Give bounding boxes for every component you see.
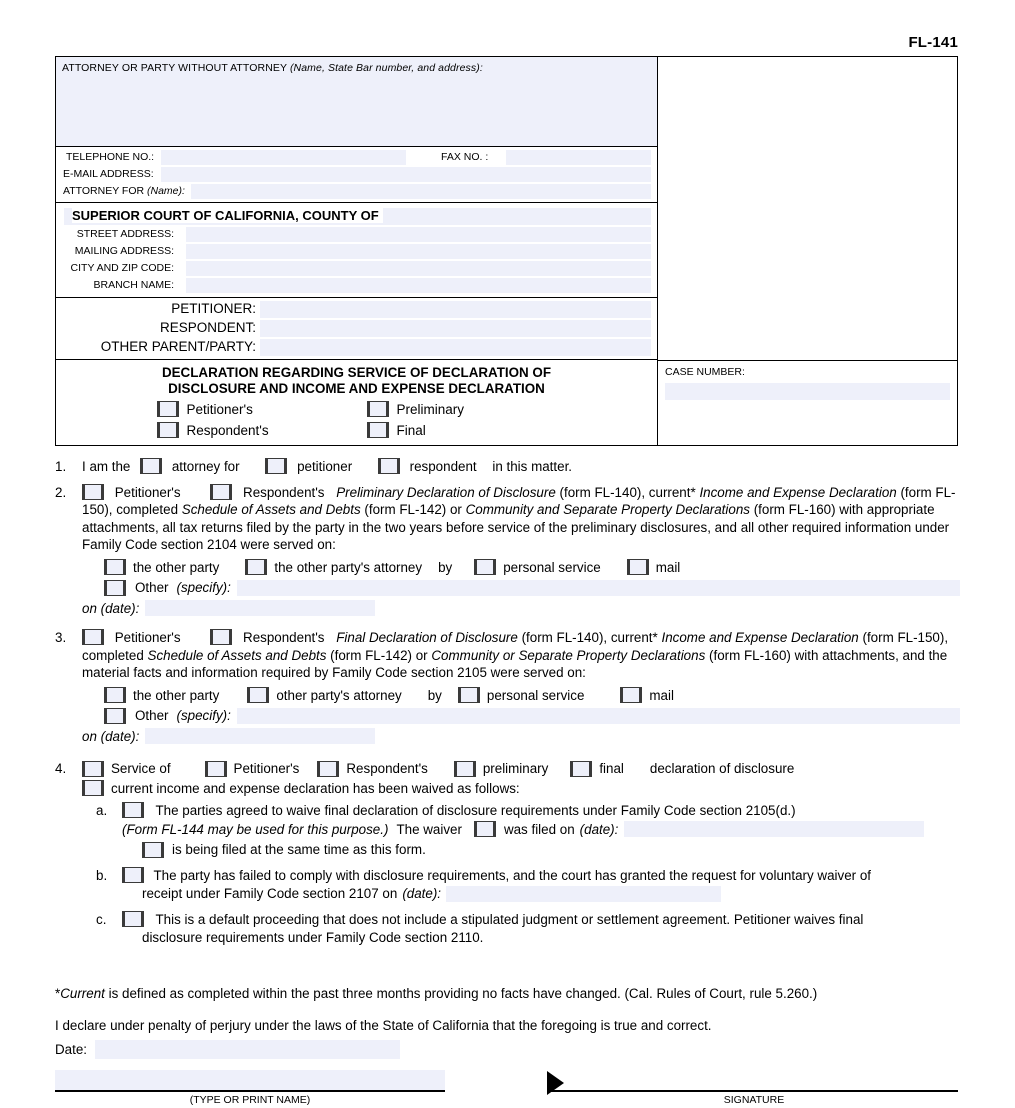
item-2 <box>55 484 960 618</box>
item-2-specify: (specify): <box>176 580 231 595</box>
item-3-t3: Income and Expense Declaration <box>661 630 859 645</box>
item-4b-text1: The party has failed to comply with disclosure requirements, and the court has granted the request for voluntary waiver of <box>153 867 871 883</box>
item-2-t3: Income and Expense <box>699 484 826 500</box>
checkbox-item2-other[interactable] <box>104 580 126 596</box>
header-right-column <box>658 57 957 445</box>
checkbox-item2-other-party[interactable] <box>104 559 126 575</box>
item-4a-text: The parties agreed to waive final declaration of disclosure requirements under Family Code section 2105(d.) <box>155 803 796 818</box>
item-4a-letter: a. <box>96 803 108 818</box>
court-title: SUPERIOR COURT OF CALIFORNIA, COUNTY OF <box>72 208 383 223</box>
item-3-t2: (form FL-140), current* <box>521 630 658 645</box>
item-4-tail: declaration of disclosure <box>649 761 795 776</box>
item-4b-body <box>122 867 960 903</box>
item-4a-line3 <box>142 841 960 859</box>
item-2-t7: (form FL-142) or <box>364 502 462 517</box>
signature-caption: SIGNATURE <box>723 1094 785 1107</box>
checkbox-item4-current-income[interactable] <box>82 780 104 796</box>
item-4a <box>82 802 960 859</box>
item-4a-body <box>122 802 960 859</box>
checkbox-item1-petitioner[interactable] <box>265 458 287 474</box>
city-zip-fill[interactable] <box>186 261 651 276</box>
item-2-petitioners: Petitioner's <box>114 484 181 500</box>
item-3-other-row <box>104 707 960 725</box>
item-2-t1: Preliminary Declaration of Disclosure <box>336 484 556 500</box>
checkbox-title-respondents[interactable] <box>157 422 179 438</box>
title-option-petitioners-label: Petitioner's <box>186 401 253 417</box>
item-4a-date-label: (date): <box>579 821 619 837</box>
attorney-for-row <box>56 183 657 200</box>
court-stamp-area <box>658 57 957 361</box>
date-field-row <box>55 1040 400 1059</box>
item-4a-second: is being filed at the same time as this form. <box>172 842 426 857</box>
fax-label: FAX NO. : <box>441 151 489 163</box>
checkbox-item4-respondents[interactable] <box>317 761 339 777</box>
street-address-fill[interactable] <box>186 227 651 242</box>
form-number: FL-141 <box>908 34 958 51</box>
checkbox-item3-other-attorney[interactable] <box>247 687 269 703</box>
item-2-other-row <box>104 579 960 597</box>
item-4b <box>82 867 960 903</box>
item-4b-line1 <box>122 867 960 885</box>
item-3-by: by <box>427 687 442 703</box>
other-parent-label: OTHER PARENT/PARTY: <box>100 339 256 354</box>
footnote <box>55 986 817 1001</box>
checkbox-item3-petitioners[interactable] <box>82 629 104 645</box>
petitioner-fill[interactable] <box>260 301 651 318</box>
checkbox-item3-other[interactable] <box>104 708 126 724</box>
email-row <box>56 166 657 183</box>
checkbox-item4a[interactable] <box>122 802 144 818</box>
street-address-label: STREET ADDRESS: <box>76 228 174 240</box>
item-3-number: 3. <box>55 630 67 645</box>
item-3-t6: (form FL-142) or <box>330 647 428 663</box>
attorney-for-fill[interactable] <box>191 184 651 199</box>
attorney-for-label <box>63 185 185 197</box>
item-4b-date-label: (date): <box>402 886 442 901</box>
item-4c-text2: disclosure requirements under Family Code section 2110. <box>142 930 484 945</box>
checkbox-item3-respondents[interactable] <box>210 629 232 645</box>
attorney-for-text: ATTORNEY FOR <box>63 185 145 197</box>
perjury-declaration: I declare under penalty of perjury under the laws of the State of California that the foregoing is true and correct. <box>55 1018 712 1033</box>
street-address-row <box>56 226 657 243</box>
parties-block <box>56 298 657 360</box>
item-4a-the-waiver: The waiver <box>396 821 462 837</box>
case-number-block <box>658 361 957 445</box>
print-name-block <box>55 1070 445 1106</box>
item-4-service-of: Service of <box>111 761 171 776</box>
header-table <box>55 56 958 446</box>
petitioner-row <box>56 300 657 319</box>
item-3-t1: Final Declaration of Disclosure <box>336 630 518 645</box>
item-4-body <box>82 760 960 947</box>
item-3-other: Other <box>135 708 169 723</box>
other-parent-row <box>56 338 657 357</box>
checkbox-item2-mail[interactable] <box>627 559 649 575</box>
checkbox-item1-attorney[interactable] <box>140 458 162 474</box>
item-2-t11: preliminary disclosures, and all other required information under Family Code section 2104 were served on: <box>82 519 950 552</box>
checkbox-title-petitioners[interactable] <box>157 401 179 417</box>
item-3-other-input[interactable] <box>237 708 960 724</box>
item-2-service-options <box>104 559 960 577</box>
item-3-t8: (form <box>709 647 741 663</box>
item-2-t9: Declarations <box>675 502 750 517</box>
item-1-number: 1. <box>55 459 67 474</box>
item-3-service-options <box>104 687 960 705</box>
telephone-label: TELEPHONE NO.: <box>66 151 155 163</box>
item-3-body <box>82 629 960 745</box>
item-2-paragraph <box>82 484 960 554</box>
mailing-address-fill[interactable] <box>186 244 651 259</box>
item-4 <box>55 760 960 947</box>
form-title-block <box>56 360 657 445</box>
title-options <box>56 401 657 438</box>
telephone-row <box>56 149 657 166</box>
respondent-fill[interactable] <box>260 320 651 337</box>
item-3-paragraph <box>82 629 960 682</box>
item-3-on-date: on (date): <box>82 728 140 744</box>
checkbox-item4-preliminary[interactable] <box>454 761 476 777</box>
item-4-line1 <box>82 760 960 778</box>
checkbox-item3-other-party[interactable] <box>104 687 126 703</box>
item-2-body <box>82 484 960 618</box>
item-4c <box>82 911 960 947</box>
title-option-preliminary[interactable] <box>367 401 557 417</box>
branch-name-fill[interactable] <box>186 278 651 293</box>
item-2-other: Other <box>135 580 169 595</box>
court-block <box>56 202 657 298</box>
item-4-final: final <box>599 761 624 776</box>
item-2-t4: Declaration <box>828 484 897 500</box>
item-3-t4: (form FL-150), completed <box>82 630 949 663</box>
signature-block <box>550 1070 958 1106</box>
item-1-attorney-for: attorney for <box>171 459 240 474</box>
checkbox-item4b[interactable] <box>122 867 144 883</box>
item-2-opt-personal: personal service <box>503 559 601 575</box>
checkbox-item1-respondent[interactable] <box>378 458 400 474</box>
item-2-other-input[interactable] <box>237 580 960 596</box>
checkbox-item2-petitioners[interactable] <box>82 484 104 500</box>
item-4-line2 <box>82 780 960 798</box>
date-input[interactable] <box>95 1040 400 1059</box>
checkbox-item2-personal-service[interactable] <box>474 559 496 575</box>
checkbox-title-preliminary[interactable] <box>367 401 389 417</box>
title-option-final-label: Final <box>396 422 426 438</box>
item-2-opt-mail: mail <box>655 559 681 575</box>
case-number-fill[interactable] <box>665 383 950 400</box>
item-2-by: by <box>438 559 453 575</box>
footnote-rest: is defined as completed within the past three months providing no facts have changed. (Cal. Rules of Court, rule 5.260.) <box>108 986 818 1001</box>
branch-name-row <box>56 277 657 294</box>
form-body <box>55 458 960 949</box>
signature-arrow-icon <box>547 1071 564 1095</box>
checkbox-item4-final[interactable] <box>570 761 592 777</box>
item-4b-letter: b. <box>96 867 108 883</box>
attorney-block[interactable] <box>56 57 657 147</box>
item-2-opt-other-party: the other party <box>133 559 220 575</box>
print-name-rule <box>55 1090 445 1092</box>
petitioner-label: PETITIONER: <box>171 301 256 316</box>
city-zip-row <box>56 260 657 277</box>
respondent-label: RESPONDENT: <box>159 320 256 335</box>
attorney-label-row <box>62 62 657 74</box>
mailing-address-row <box>56 243 657 260</box>
item-2-t10: (form FL-160) with appropriate attachments, all tax returns filed by the party in the two years before service of the <box>82 502 935 535</box>
checkbox-item4-petitioners[interactable] <box>205 761 227 777</box>
checkbox-item2-respondents[interactable] <box>210 484 232 500</box>
item-1-body <box>82 458 960 476</box>
checkbox-item4c[interactable] <box>122 911 144 927</box>
form-title-line1: DECLARATION REGARDING SERVICE OF DECLARATION OF <box>161 365 552 380</box>
checkbox-item2-other-attorney[interactable] <box>245 559 267 575</box>
signature-rule[interactable] <box>550 1090 958 1092</box>
item-4-line2-text: current income and expense declaration has been waived as follows: <box>111 780 520 796</box>
item-2-t8: Community and Separate Property <box>465 502 672 517</box>
item-3-opt-other-attorney: other party's attorney <box>276 687 402 703</box>
header-left-column <box>56 57 658 445</box>
item-4-respondents: Respondent's <box>346 761 428 776</box>
item-3-opt-other-party: the other party <box>133 687 220 703</box>
item-4-petitioners: Petitioner's <box>233 761 300 776</box>
item-3 <box>55 629 960 745</box>
item-3-respondents: Respondent's <box>243 630 325 645</box>
checkbox-item4a-same-time[interactable] <box>142 842 164 858</box>
item-3-opt-mail: mail <box>649 687 674 703</box>
item-2-opt-other-attorney: the other party's attorney <box>274 559 423 575</box>
item-1-petitioner: petitioner <box>297 459 353 474</box>
item-4c-text1: This is a default proceeding that does not include a stipulated judgment or settlement agreement. Petitioner waives final <box>155 911 864 927</box>
item-2-t6: Schedule of Assets and Debts <box>181 502 361 517</box>
item-4c-body <box>122 911 960 947</box>
item-4b-date-input[interactable] <box>446 886 721 902</box>
item-2-date-input[interactable] <box>145 600 375 616</box>
print-name-input[interactable] <box>55 1070 445 1090</box>
contact-block <box>56 147 657 202</box>
mailing-address-label: MAILING ADDRESS: <box>74 245 174 257</box>
title-option-petitioners[interactable] <box>157 401 367 417</box>
item-3-date-row <box>82 728 960 746</box>
court-title-row <box>56 207 657 226</box>
item-4a-italic: (Form FL-144 may be used for this purpose.) <box>122 821 389 837</box>
city-zip-label: CITY AND ZIP CODE: <box>70 262 174 274</box>
branch-name-label: BRANCH NAME: <box>93 279 174 291</box>
item-4a-line2 <box>122 821 960 839</box>
item-4-preliminary: preliminary <box>482 761 549 776</box>
title-options-column-2 <box>367 401 557 438</box>
item-2-t5: (form FL-150), completed <box>82 484 956 517</box>
item-4a-date-input[interactable] <box>624 821 924 837</box>
item-4c-line2 <box>142 929 960 947</box>
item-1-pre: I am the <box>82 459 131 474</box>
item-2-on-date: on (date): <box>82 600 140 616</box>
form-title-line2: DISCLOSURE AND INCOME AND EXPENSE DECLARATION <box>168 381 545 396</box>
item-4-number: 4. <box>55 761 67 776</box>
print-name-caption: (TYPE OR PRINT NAME) <box>189 1094 311 1107</box>
item-1 <box>55 458 960 476</box>
title-options-column-1 <box>157 401 367 438</box>
item-4c-line1 <box>122 911 960 929</box>
item-1-respondent: respondent <box>409 459 477 474</box>
checkbox-item4-service-of[interactable] <box>82 761 104 777</box>
item-4a-line1 <box>122 802 960 820</box>
attorney-label-italic: (Name, State Bar number, and address): <box>289 62 483 74</box>
title-option-preliminary-label: Preliminary <box>396 401 465 417</box>
title-option-final[interactable] <box>367 422 557 438</box>
item-4b-text2: receipt under Family Code section 2107 on <box>142 886 398 901</box>
respondent-row <box>56 319 657 338</box>
footnote-star: * <box>55 986 61 1001</box>
title-option-respondents[interactable] <box>157 422 367 438</box>
item-3-t7: Community or Separate Property Declarations <box>431 647 706 663</box>
email-fill[interactable] <box>161 167 651 182</box>
email-label: E-MAIL ADDRESS: <box>63 168 154 180</box>
item-3-t9: FL-160) with attachments, and the material facts and information required by Family Code section 2105 were served on: <box>82 647 948 680</box>
title-option-respondents-label: Respondent's <box>186 422 269 438</box>
item-3-t5: Schedule of Assets and Debts <box>147 647 327 663</box>
other-parent-fill[interactable] <box>260 339 651 356</box>
case-number-label: CASE NUMBER: <box>665 366 745 378</box>
item-3-date-input[interactable] <box>145 728 375 744</box>
item-4b-line2 <box>142 885 960 903</box>
item-3-specify: (specify): <box>176 708 231 723</box>
item-4c-letter: c. <box>96 911 107 927</box>
case-number-box <box>658 361 957 445</box>
checkbox-title-final[interactable] <box>367 422 389 438</box>
item-2-respondents: Respondent's <box>243 484 325 500</box>
item-4a-was-filed: was filed on <box>503 821 575 837</box>
checkbox-item3-mail[interactable] <box>620 687 642 703</box>
item-1-tail: in this matter. <box>492 459 573 474</box>
item-2-t2: (form FL-140), current* <box>559 484 696 500</box>
item-2-date-row <box>82 600 960 618</box>
checkbox-item3-personal-service[interactable] <box>458 687 480 703</box>
item-3-opt-personal: personal service <box>486 687 585 703</box>
attorney-label: ATTORNEY OR PARTY WITHOUT ATTORNEY <box>62 62 287 74</box>
date-label: Date: <box>55 1042 88 1057</box>
item-3-petitioners: Petitioner's <box>114 630 181 645</box>
checkbox-item4a-was-filed[interactable] <box>474 821 496 837</box>
item-2-number: 2. <box>55 484 67 500</box>
attorney-for-italic: (Name): <box>147 185 185 197</box>
footnote-current: Current <box>60 986 105 1001</box>
